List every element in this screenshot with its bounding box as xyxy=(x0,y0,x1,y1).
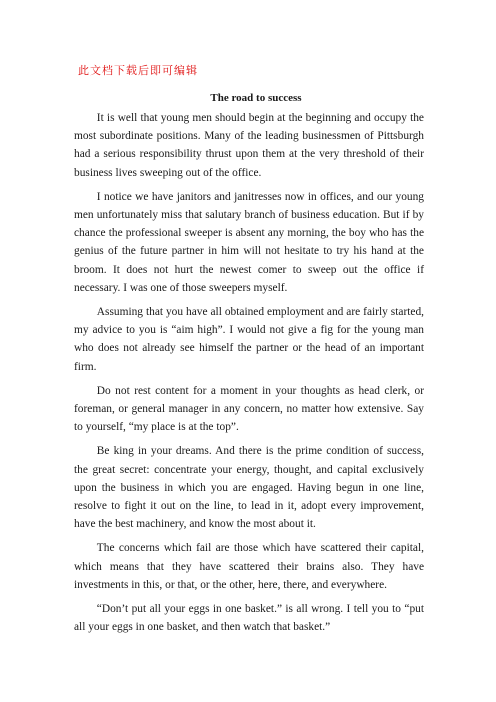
download-watermark: 此文档下载后即可编辑 xyxy=(78,64,198,77)
paragraph-3: Assuming that you have all obtained employment and are fairly started, my advice to you is “aim high”. I would not give a fig for the young man who does not already see himself the partner or the head of an important firm. xyxy=(74,306,424,373)
paragraph-4: Do not rest content for a moment in your thoughts as head clerk, or foreman, or general manager in any concern, no matter how extensive. Say to yourself, “my place is at the top”. xyxy=(74,384,424,434)
paragraph-2: I notice we have janitors and janitresses now in offices, and our young men unfortunately miss that salutary branch of business education. But if by chance the professional sweeper is absent any morning, the boy who has the genius of the future partner in him will not hesitate to try his hand at the broom. It does not hurt the newest comer to sweep out the office if necessary. I was one of those sweepers myself. xyxy=(74,190,424,294)
paragraph-6: The concerns which fail are those which have scattered their capital, which means that they have scattered their brains also. They have investments in this, or that, or the other, here, there, and everywhere. xyxy=(74,542,424,591)
paragraph-7: “Don’t put all your eggs in one basket.” is all wrong. I tell you to “put all your eggs in one basket, and then watch that basket.” xyxy=(74,603,424,634)
document-page xyxy=(74,64,424,642)
document-title: The road to success xyxy=(210,92,302,104)
paragraph-5: Be king in your dreams. And there is the prime condition of success, the great secret: concentrate your energy, thought, and capital exclusively upon the business in which you are engaged. Having begun in one line, resolve to fight it out on the line, to lead in it, adopt every improvement, have the best machinery, and know the most about it. xyxy=(74,445,424,531)
paragraph-1: It is well that young men should begin at the beginning and occupy the most subordinate positions. Many of the leading businessmen of Pittsburgh had a serious responsibility thrust upon them at the very threshold of their business lives sweeping out of the office. xyxy=(74,112,424,179)
